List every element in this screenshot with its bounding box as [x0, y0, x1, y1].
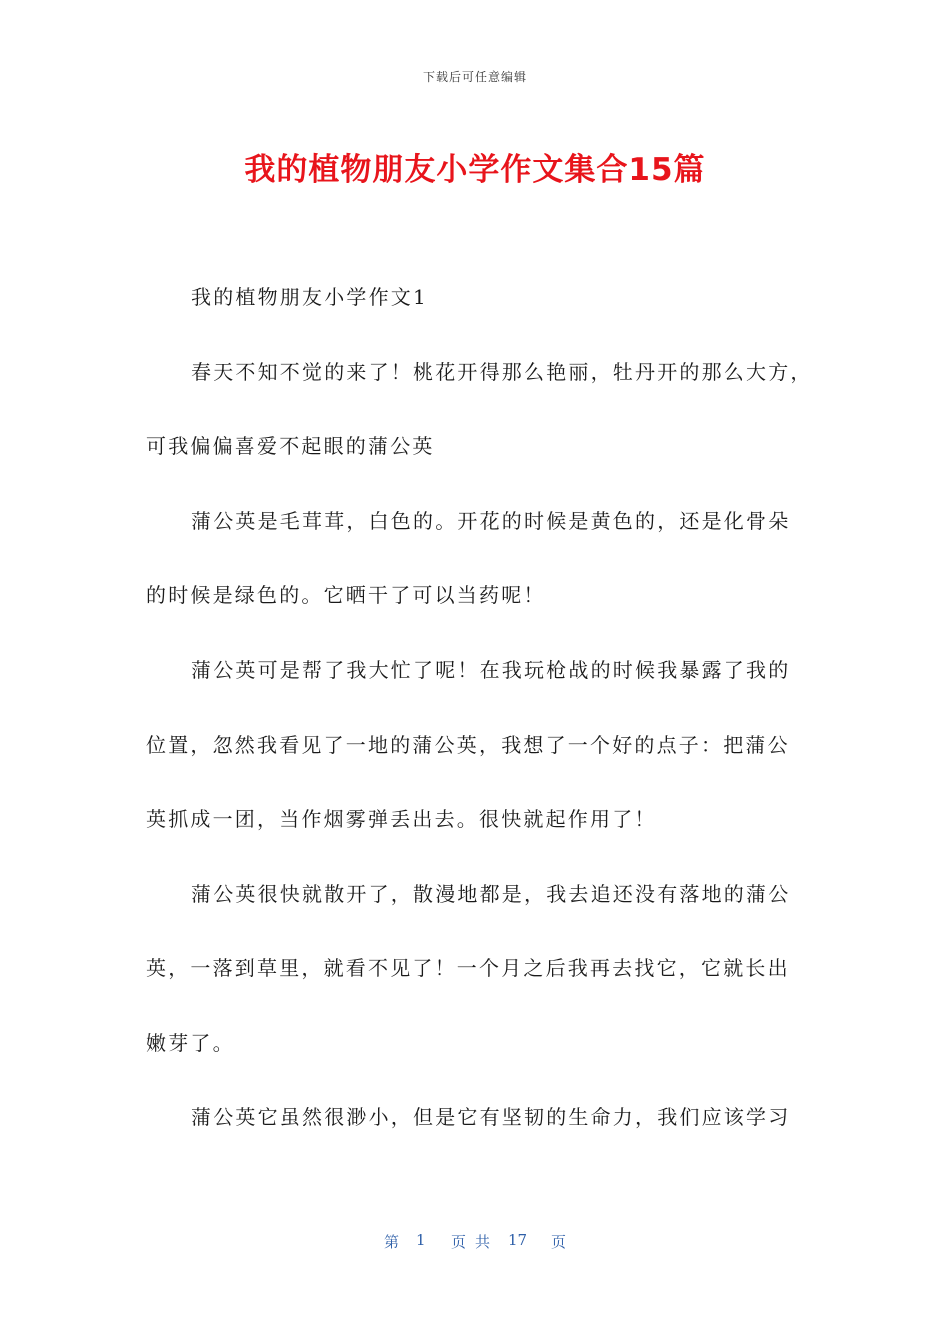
paragraph-line: 英抓成一团，当作烟雾弹丢出去。很快就起作用了！ — [146, 807, 657, 831]
document-title: 我的植物朋友小学作文集合15篇 — [244, 152, 706, 188]
paragraph-line: 蒲公英很快就散开了，散漫地都是，我去追还没有落地的蒲公 — [191, 882, 791, 906]
footer-total-pages: 17 — [508, 1231, 528, 1249]
footer-middle: 页共 — [451, 1233, 500, 1251]
page-header-note: 下载后可任意编辑 — [422, 70, 527, 84]
paragraph-line: 位置，忽然我看见了一地的蒲公英，我想了一个好的点子：把蒲公 — [146, 733, 790, 757]
paragraph-line: 蒲公英它虽然很渺小，但是它有坚韧的生命力，我们应该学习 — [191, 1105, 791, 1129]
footer-suffix: 页 — [551, 1233, 567, 1251]
footer-prefix: 第 — [384, 1233, 400, 1251]
paragraph-line: 蒲公英可是帮了我大忙了呢！在我玩枪战的时候我暴露了我的 — [191, 658, 791, 682]
paragraph-line: 蒲公英是毛茸茸，白色的。开花的时候是黄色的，还是化骨朵 — [191, 509, 791, 533]
paragraph-line: 嫩芽了。 — [146, 1031, 235, 1055]
paragraph-line: 的时候是绿色的。它晒干了可以当药呢！ — [146, 583, 546, 607]
paragraph-line: 可我偏偏喜爱不起眼的蒲公英 — [146, 434, 435, 458]
footer-current-page: 1 — [416, 1231, 426, 1249]
paragraph-line: 英，一落到草里，就看不见了！一个月之后我再去找它，它就长出 — [146, 956, 790, 980]
paragraph-line: 春天不知不觉的来了！桃花开得那么艳丽，牡丹开的那么大方， — [191, 360, 813, 384]
paragraph-line: 我的植物朋友小学作文1 — [191, 285, 428, 309]
